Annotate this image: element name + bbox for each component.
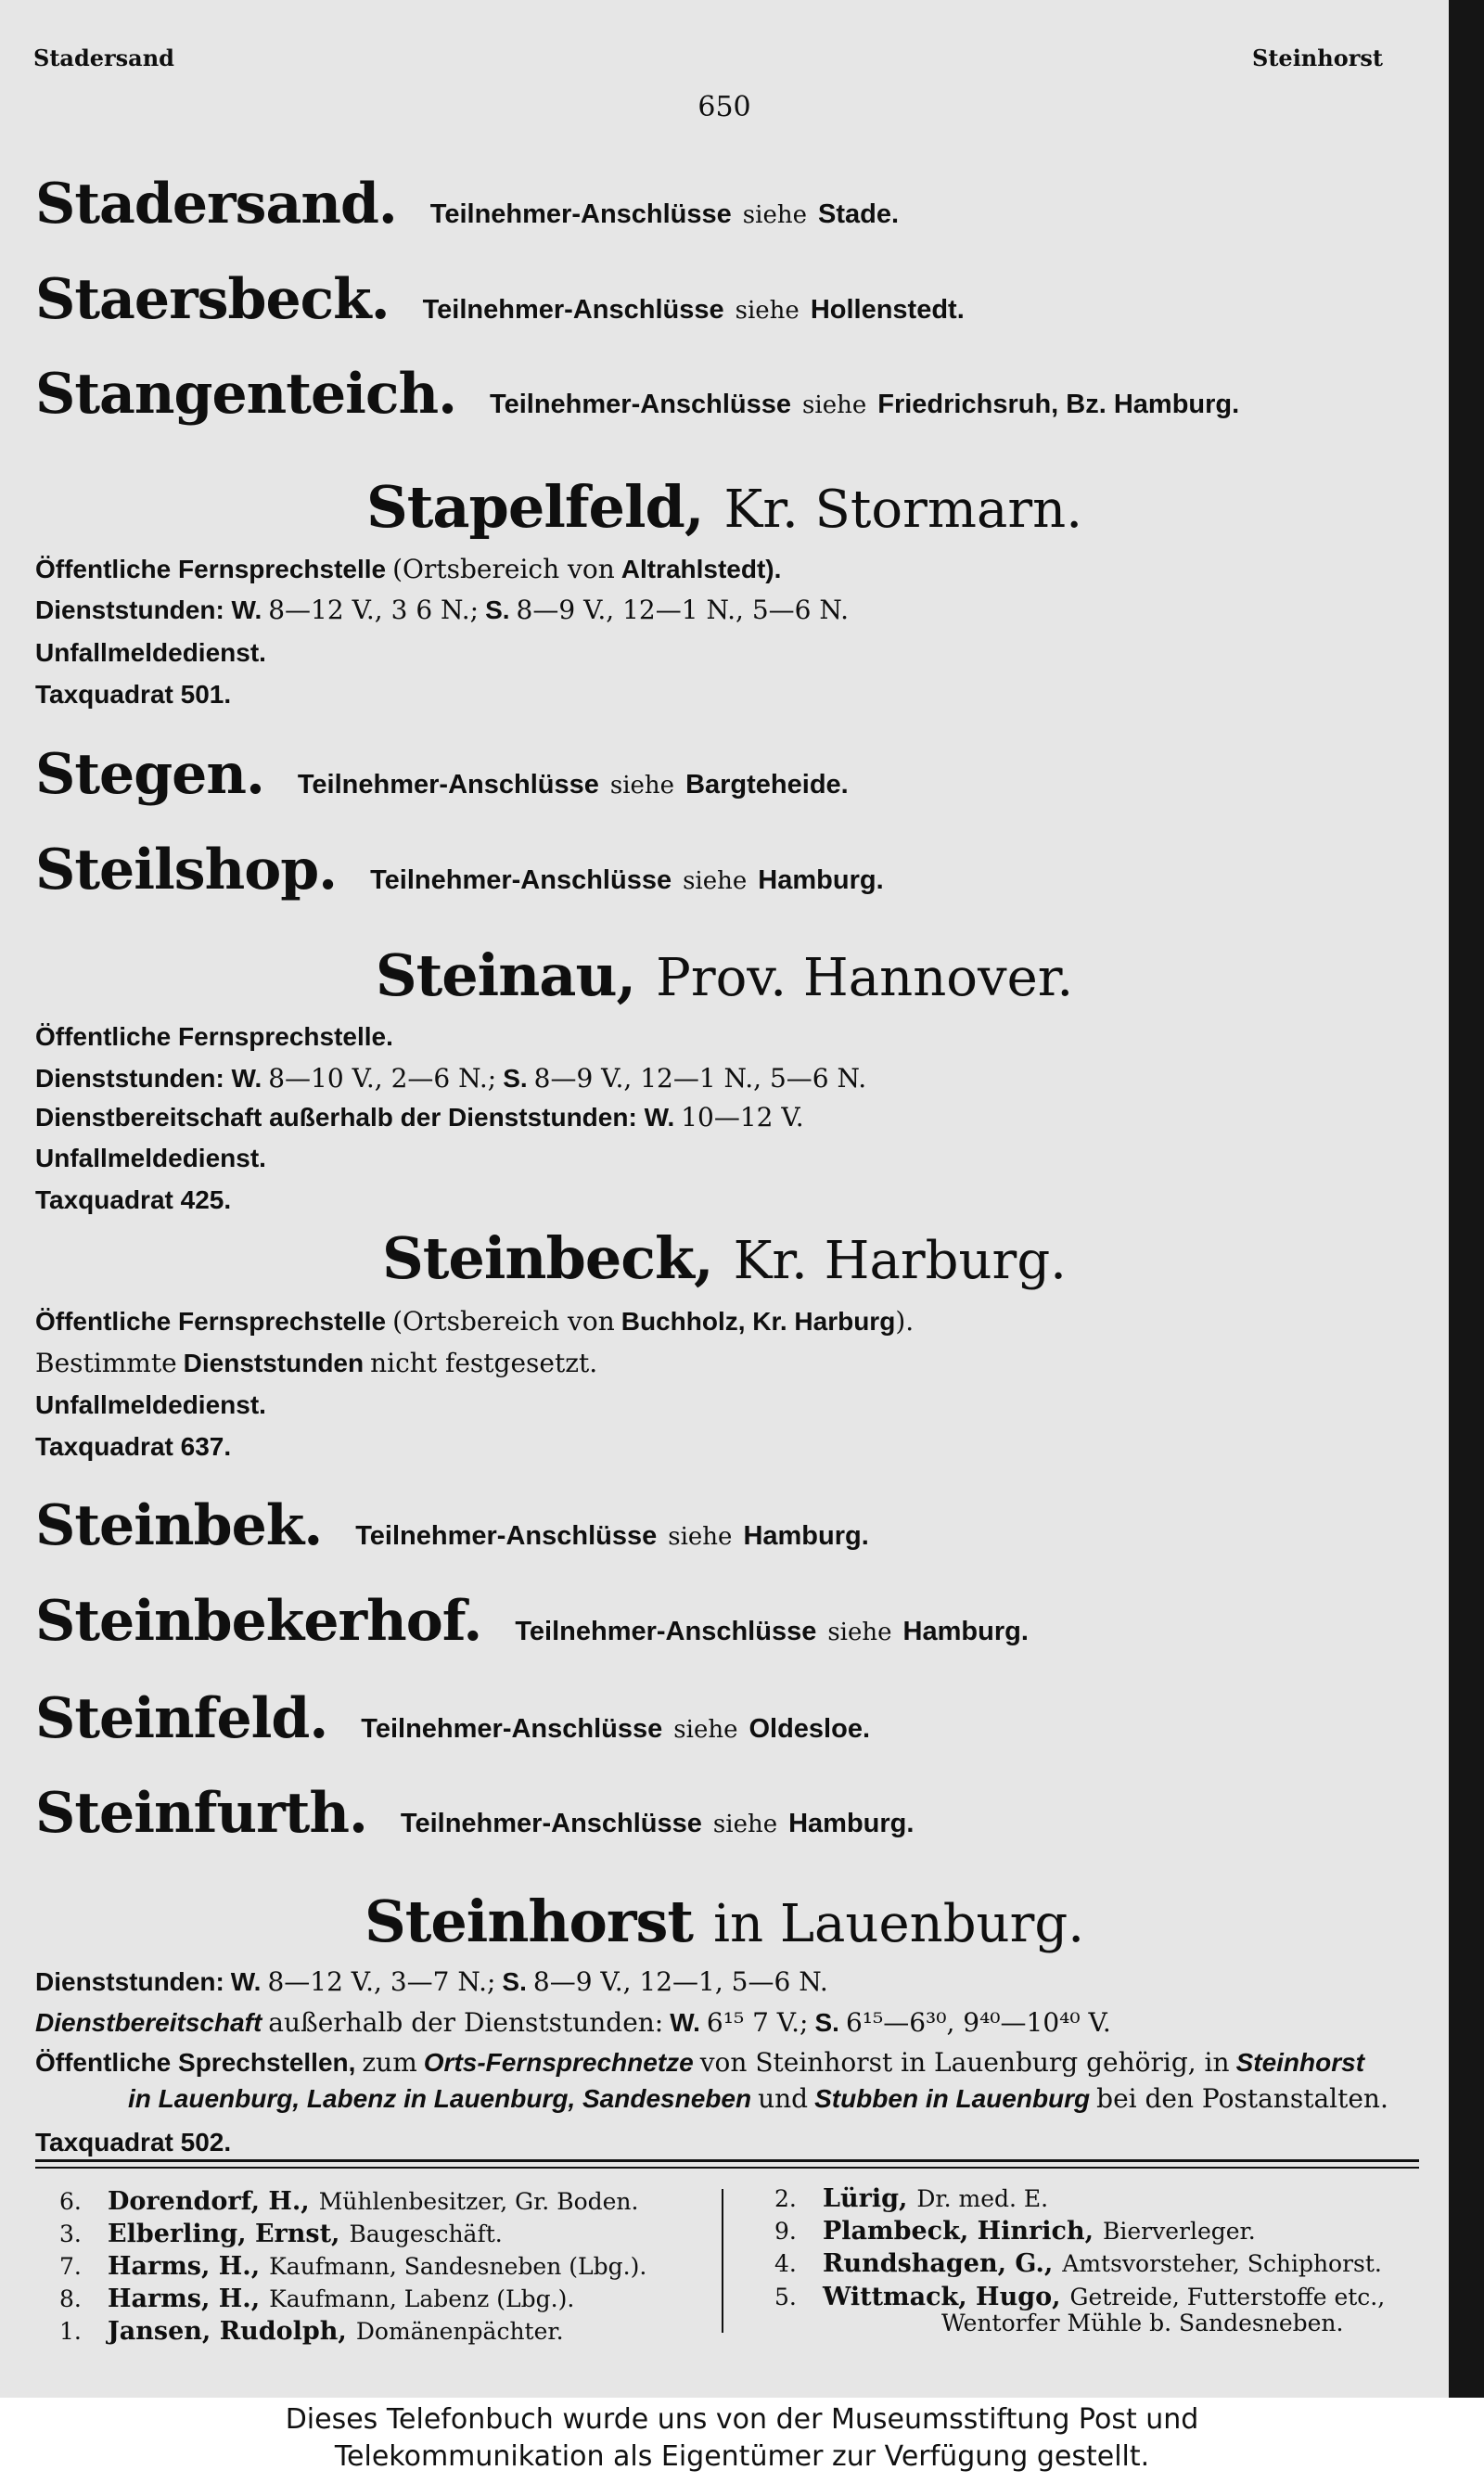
entry-steilshop (35, 838, 884, 902)
public-text-2: von Steinhorst in Lauenburg gehörig, in (699, 2047, 1230, 2078)
list-item (59, 2187, 638, 2216)
place-name: Steinau, (375, 941, 636, 1009)
steinhorst-public-line-2 (128, 2083, 1388, 2115)
see-word: siehe (673, 1716, 738, 1744)
weekday-hours: 8—10 V., 2—6 N.; (268, 1063, 497, 1094)
station-area-place: Buchholz, Kr. Harburg (620, 1307, 896, 1336)
running-head-left: Stadersand (33, 45, 174, 71)
weekday-hours: 8—12 V., 3 6 N.; (268, 595, 480, 625)
hours-label: Dienststunden: (35, 1967, 224, 1996)
scan-edge (1449, 0, 1484, 2398)
steinau-tax-line: Taxquadrat 425. (35, 1185, 232, 1214)
heading-steinau (0, 941, 1449, 1009)
steinau-hours-line (35, 1063, 866, 1094)
see-word: siehe (609, 772, 675, 800)
public-text-3: bei den Postanstalten. (1096, 2083, 1388, 2114)
sunday-hours: 8—9 V., 12—1 N., 5—6 N. (516, 595, 849, 625)
place-name: Stadersand. (35, 172, 397, 237)
sunday-label: S. (503, 1064, 528, 1093)
sunday-readiness: 6¹⁵—6³⁰, 9⁴⁰—10⁴⁰ V. (845, 2007, 1111, 2038)
reference-label: Teilnehmer-Anschlüsse (297, 770, 599, 800)
reference-target: Hamburg. (788, 1809, 915, 1838)
entry-steinfurth (35, 1781, 914, 1846)
list-item (59, 2252, 646, 2281)
list-item (59, 2285, 574, 2313)
steinbeck-tax-line: Taxquadrat 637. (35, 1432, 232, 1461)
subscriber-number: 2. (774, 2185, 797, 2212)
stapelfeld-tax-line: Taxquadrat 501. (35, 680, 232, 709)
place-name: Stapelfeld, (365, 473, 704, 541)
subscriber-desc: Kaufmann, Labenz (Lbg.). (269, 2285, 575, 2312)
reference-label: Teilnehmer-Anschlüsse (400, 1809, 702, 1838)
ownership-notice-line-2: Telekommunikation als Eigentümer zur Verfügung gestellt. (334, 2440, 1150, 2473)
see-word: siehe (683, 867, 748, 895)
weekday-hours: 8—12 V., 3—7 N.; (267, 1966, 496, 1997)
reference-label: Teilnehmer-Anschlüsse (422, 295, 724, 325)
hours-note: nicht festgesetzt. (370, 1348, 598, 1378)
subscriber-desc: Bierverleger. (1102, 2218, 1256, 2245)
station-label: Öffentliche Fernsprechstelle (35, 1307, 387, 1336)
subscriber-name: Lürig, (823, 2184, 908, 2213)
reference-label: Teilnehmer-Anschlüsse (490, 390, 792, 419)
district-name: Kr. Stormarn. (723, 480, 1083, 540)
reference-target: Bargteheide. (685, 770, 849, 800)
weekday-label: W. (670, 2008, 700, 2037)
steinbeck-station-line (35, 1306, 914, 1337)
subscriber-name: Elberling, Ernst, (108, 2220, 340, 2248)
place-name: Steilshop. (35, 838, 338, 902)
entry-steinbekerhof (35, 1589, 1029, 1654)
list-item (774, 2283, 1385, 2311)
list-item (774, 2249, 1382, 2278)
hours-label: Dienststunden (183, 1349, 365, 1377)
place-name: Stangenteich. (35, 362, 457, 427)
hours-label: Dienststunden: W. (35, 1064, 262, 1093)
steinhorst-readiness-line (35, 2007, 1111, 2039)
reference-target: Hamburg. (902, 1617, 1029, 1646)
subscriber-name: Plambeck, Hinrich, (823, 2217, 1094, 2246)
place-name: Steinbekerhof. (35, 1589, 482, 1654)
place-name: Steinbeck, (382, 1224, 713, 1292)
entry-steinbek (35, 1493, 869, 1558)
weekday-label: W. (230, 1967, 262, 1996)
reference-label: Teilnehmer-Anschlüsse (361, 1714, 663, 1744)
subscriber-name: Dorendorf, H., (108, 2187, 310, 2216)
heading-stapelfeld (0, 473, 1449, 541)
hours-prefix: Bestimmte (35, 1348, 177, 1378)
district-name: Prov. Hannover. (656, 948, 1074, 1008)
see-word: siehe (668, 1523, 733, 1551)
heading-steinhorst (0, 1888, 1449, 1955)
station-area-place: Altrahlstedt). (620, 555, 782, 583)
sunday-label: S. (485, 595, 510, 624)
entry-steinfeld (35, 1686, 870, 1751)
place-name: Staersbeck. (35, 267, 390, 332)
place-name: Steinhorst (364, 1888, 694, 1955)
district-name: in Lauenburg. (713, 1894, 1085, 1954)
subscriber-name: Jansen, Rudolph, (108, 2317, 347, 2346)
stapelfeld-station-line (35, 554, 781, 585)
readiness-label: Dienstbereitschaft außerhalb der Dienststunden: W. (35, 1103, 675, 1132)
reference-label: Teilnehmer-Anschlüsse (355, 1521, 658, 1551)
subscriber-desc: Getreide, Futterstoffe etc., (1069, 2284, 1386, 2310)
see-word: siehe (735, 297, 800, 325)
steinau-accident-line: Unfallmeldedienst. (35, 1144, 266, 1172)
subscriber-number: 8. (59, 2285, 82, 2312)
subscriber-number: 7. (59, 2253, 82, 2280)
steinau-station-line: Öffentliche Fernsprechstelle. (35, 1022, 393, 1051)
subscriber-continuation: Wentorfer Mühle b. Sandesneben. (941, 2310, 1344, 2336)
sunday-label: S. (502, 1967, 527, 1996)
steinbeck-accident-line: Unfallmeldedienst. (35, 1390, 266, 1419)
readiness-text: außerhalb der Dienststunden: (268, 2007, 664, 2038)
stapelfeld-hours-line (35, 595, 849, 626)
public-place-1: Steinhorst (1235, 2048, 1365, 2077)
divider-rule-top (35, 2159, 1419, 2162)
public-and: und (758, 2083, 809, 2114)
subscriber-desc: Dr. med. E. (916, 2185, 1049, 2212)
place-name: Stegen. (35, 742, 264, 807)
subscriber-number: 3. (59, 2221, 82, 2247)
public-place-last: Stubben in Lauenburg (814, 2084, 1091, 2113)
subscriber-number: 5. (774, 2284, 797, 2310)
reference-label: Teilnehmer-Anschlüsse (429, 199, 732, 229)
list-item (59, 2317, 564, 2346)
place-name: Steinbek. (35, 1493, 323, 1558)
sunday-hours: 8—9 V., 12—1, 5—6 N. (532, 1966, 828, 1997)
subscriber-number: 4. (774, 2250, 797, 2277)
subscriber-name: Harms, H., (108, 2285, 261, 2313)
subscriber-desc: Domänenpächter. (355, 2318, 564, 2345)
entry-stangenteich (35, 362, 1239, 427)
reference-target: Stade. (817, 199, 900, 229)
heading-steinbeck (0, 1224, 1449, 1292)
network-label: Orts-Fernsprechnetze (423, 2048, 694, 2077)
ownership-notice-line-1: Dieses Telefonbuch wurde uns von der Museumsstiftung Post und (285, 2403, 1199, 2436)
subscriber-desc: Kaufmann, Sandesneben (Lbg.). (269, 2253, 647, 2280)
readiness-hours: 10—12 V. (681, 1102, 804, 1133)
place-name: Steinfurth. (35, 1781, 367, 1846)
divider-rule-bottom (35, 2167, 1419, 2169)
subscriber-desc: Mühlenbesitzer, Gr. Boden. (318, 2188, 639, 2215)
column-divider (722, 2189, 723, 2333)
reference-target: Hamburg. (758, 865, 884, 895)
weekday-readiness: 6¹⁵ 7 V.; (706, 2007, 809, 2038)
page-number: 650 (697, 91, 751, 123)
public-places: in Lauenburg, Labenz in Lauenburg, Sandesneben (128, 2084, 752, 2113)
steinhorst-public-line (35, 2047, 1364, 2079)
station-area: (Ortsbereich von (392, 1306, 615, 1337)
reference-target: Oldesloe. (748, 1714, 871, 1744)
station-area: (Ortsbereich von (392, 554, 615, 584)
hours-label: Dienststunden: W. (35, 595, 262, 624)
subscriber-desc: Baugeschäft. (349, 2221, 503, 2247)
see-word: siehe (827, 1619, 892, 1646)
see-word: siehe (712, 1811, 778, 1838)
steinhorst-tax-line: Taxquadrat 502. (35, 2128, 232, 2157)
reference-target: Hollenstedt. (810, 295, 965, 325)
running-head-right: Steinhorst (1252, 45, 1383, 71)
subscriber-number: 9. (774, 2218, 797, 2245)
reference-target: Friedrichsruh, Bz. Hamburg. (877, 390, 1240, 419)
list-item (59, 2220, 503, 2248)
list-item (774, 2217, 1256, 2246)
steinbeck-hours-line (35, 1348, 597, 1379)
see-word: siehe (802, 391, 867, 419)
subscriber-number: 6. (59, 2188, 82, 2215)
ownership-notice (0, 2398, 1484, 2483)
see-word: siehe (742, 201, 807, 229)
station-area-close: ). (895, 1306, 915, 1337)
reference-target: Hamburg. (743, 1521, 869, 1551)
station-label: Öffentliche Fernsprechstelle (35, 555, 387, 583)
reference-label: Teilnehmer-Anschlüsse (370, 865, 672, 895)
steinhorst-hours-line (35, 1966, 828, 1998)
subscriber-name: Harms, H., (108, 2252, 261, 2281)
readiness-label: Dienstbereitschaft (35, 2008, 262, 2037)
public-stations-label: Öffentliche Sprechstellen, (35, 2048, 356, 2077)
entry-stadersand (35, 172, 899, 237)
subscriber-desc: Amtsvorsteher, Schiphorst. (1062, 2250, 1382, 2277)
stapelfeld-accident-line: Unfallmeldedienst. (35, 638, 266, 667)
public-text-1: zum (362, 2047, 417, 2078)
list-item (774, 2184, 1048, 2213)
sunday-label: S. (814, 2008, 839, 2037)
subscriber-number: 1. (59, 2318, 82, 2345)
reference-label: Teilnehmer-Anschlüsse (515, 1617, 817, 1646)
sunday-hours: 8—9 V., 12—1 N., 5—6 N. (533, 1063, 867, 1094)
subscriber-name: Rundshagen, G., (823, 2249, 1054, 2278)
steinau-readiness-line (35, 1102, 804, 1133)
place-name: Steinfeld. (35, 1686, 328, 1751)
entry-stegen (35, 742, 849, 807)
subscriber-name: Wittmack, Hugo, (823, 2283, 1061, 2311)
district-name: Kr. Harburg. (733, 1231, 1067, 1291)
entry-staersbeck (35, 267, 965, 332)
